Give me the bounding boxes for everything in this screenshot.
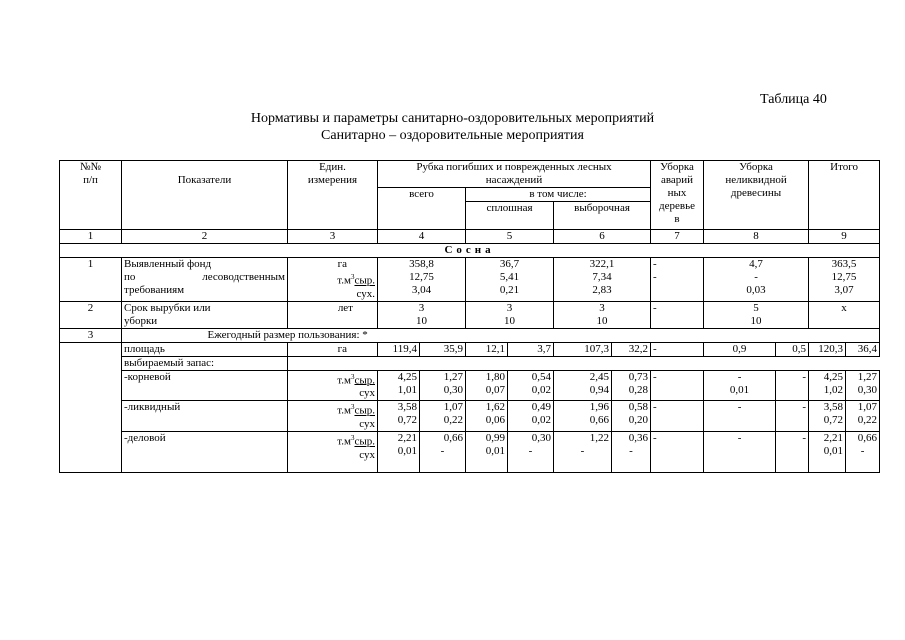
row-number: 2: [60, 301, 122, 328]
section-title: Сосна: [60, 244, 880, 258]
row-label: выбираемый запас:: [122, 356, 288, 370]
cell: -: [704, 431, 776, 472]
table-row: [60, 356, 880, 370]
cell: 3,7: [508, 342, 554, 356]
cell: 0,5: [776, 342, 809, 356]
colnum: 3: [288, 230, 378, 244]
cell: 0,49 0,02: [508, 401, 554, 432]
row-number: 1: [60, 258, 122, 302]
cell: 32,2: [612, 342, 651, 356]
page-subtitle: Санитарно – оздоровительные мероприятия: [321, 128, 584, 143]
row-label: Срок вырубки или уборки: [122, 301, 288, 328]
cell: 3 10: [378, 301, 466, 328]
cell: 12,1: [466, 342, 508, 356]
cell: 1,22 -: [554, 431, 612, 472]
cell: 4,25 1,02: [809, 370, 846, 401]
cell: -: [704, 401, 776, 432]
cell: 1,80 0,07: [466, 370, 508, 401]
cell: 107,3: [554, 342, 612, 356]
cell: 0,54 0,02: [508, 370, 554, 401]
row-label: Выявленный фонд по лесоводственным требованиям: [122, 258, 288, 302]
colnum: 5: [466, 230, 554, 244]
cell: 2,21 0,01: [378, 431, 420, 472]
row-unit: $т.м^3сыр$. сух: [288, 370, 378, 401]
header-uborka-nelikv: Уборка неликвидной древесины: [704, 161, 809, 230]
colnum: 7: [651, 230, 704, 244]
cell: 0,30 -: [508, 431, 554, 472]
cell: 3 10: [554, 301, 651, 328]
table-row: [60, 258, 880, 302]
table-row: [60, 401, 880, 432]
colnum: 9: [809, 230, 880, 244]
cell: 120,3: [809, 342, 846, 356]
colnum-row: [60, 230, 880, 244]
cell: 3,58 0,72: [809, 401, 846, 432]
cell: 1,27 0,30: [846, 370, 880, 401]
row-label: -корневой: [122, 370, 288, 401]
cell: 4,7 - 0,03: [704, 258, 809, 302]
colnum: 1: [60, 230, 122, 244]
row-label: площадь: [122, 342, 288, 356]
cell: 2,21 0,01: [809, 431, 846, 472]
row-label: Ежегодный размер пользования: *: [288, 328, 880, 342]
header-vyborochn: выборочная: [554, 202, 651, 230]
table-number: Таблица 40: [760, 92, 827, 107]
cell: -: [776, 370, 809, 401]
row-unit: $т.м^3сыр$. сух: [288, 401, 378, 432]
row-label: -ликвидный: [122, 401, 288, 432]
table-row: [60, 431, 880, 472]
cell: 0,99 0,01: [466, 431, 508, 472]
cell: 4,25 1,01: [378, 370, 420, 401]
cell: [60, 342, 122, 356]
cell: -: [651, 342, 704, 356]
cell: 3 10: [466, 301, 554, 328]
cell: 358,8 12,75 3,04: [378, 258, 466, 302]
header-unit: Един. измерения: [288, 161, 378, 230]
cell: -: [651, 301, 704, 328]
cell: 3,58 0,72: [378, 401, 420, 432]
row-unit: га: [288, 342, 378, 356]
cell: 0,58 0,20: [612, 401, 651, 432]
cell: 119,4: [378, 342, 420, 356]
cell: 1,07 0,22: [846, 401, 880, 432]
page-title: Нормативы и параметры санитарно-оздоровительных мероприятий: [250, 111, 655, 126]
table-row: [60, 370, 880, 401]
cell: 0,66 -: [420, 431, 466, 472]
colnum: 2: [122, 230, 288, 244]
header-vtch: в том числе:: [466, 188, 651, 202]
table-row: [60, 328, 880, 342]
cell: 36,7 5,41 0,21: [466, 258, 554, 302]
row-unit: $т.м^3сыр$. сух: [288, 431, 378, 472]
cell: -: [651, 370, 704, 401]
cell: 322,1 7,34 2,83: [554, 258, 651, 302]
cell: [60, 401, 122, 432]
cell: 0,9: [704, 342, 776, 356]
row-unit: лет: [288, 301, 378, 328]
cell: 1,62 0,06: [466, 401, 508, 432]
cell: -: [651, 401, 704, 432]
cell: [60, 370, 122, 401]
header-total: Итого: [809, 161, 880, 230]
colnum: 6: [554, 230, 651, 244]
cell: 1,07 0,22: [420, 401, 466, 432]
table-row: [60, 301, 880, 328]
cell: 2,45 0,94: [554, 370, 612, 401]
cell: 0,66 -: [846, 431, 880, 472]
cell: 0,73 0,28: [612, 370, 651, 401]
cell: [288, 356, 880, 370]
header-num: №№ п/п: [60, 161, 122, 230]
cell: [60, 431, 122, 472]
cell: 363,5 12,75 3,07: [809, 258, 880, 302]
data-table: [59, 160, 880, 473]
colnum: 8: [704, 230, 809, 244]
cell: -: [651, 431, 704, 472]
cell: - -: [651, 258, 704, 302]
cell: 36,4: [846, 342, 880, 356]
header-indicator: Показатели: [122, 161, 288, 230]
cell: 35,9: [420, 342, 466, 356]
header-uborka-avar: Уборка аварий ных деревье в: [651, 161, 704, 230]
cell: 0,36 -: [612, 431, 651, 472]
row-label: -деловой: [122, 431, 288, 472]
section-row: [60, 244, 880, 258]
header-sploshn: сплошная: [466, 202, 554, 230]
cell: х: [809, 301, 880, 328]
table-row: [60, 342, 880, 356]
cell: -: [776, 431, 809, 472]
cell: [60, 356, 122, 370]
header-vsego: всего: [378, 188, 466, 230]
cell: -: [776, 401, 809, 432]
row-unit: га $т.м^3сыр$. сух.: [288, 258, 378, 302]
cell: - 0,01: [704, 370, 776, 401]
cell: 1,27 0,30: [420, 370, 466, 401]
row-number: 3: [60, 328, 122, 342]
cell: 1,96 0,66: [554, 401, 612, 432]
header-row: [60, 161, 880, 188]
cell: 5 10: [704, 301, 809, 328]
colnum: 4: [378, 230, 466, 244]
header-felling: Рубка погибших и поврежденных лесных насаждений: [378, 161, 651, 188]
